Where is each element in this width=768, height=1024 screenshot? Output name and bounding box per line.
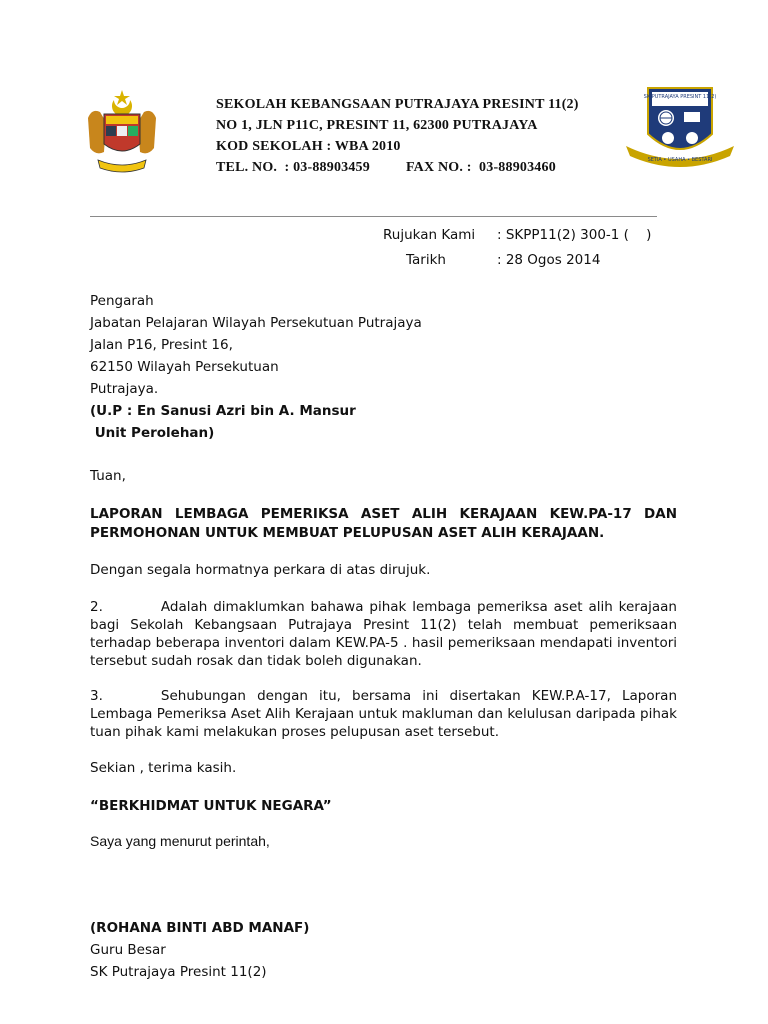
school-code: KOD SEKOLAH : WBA 2010 — [216, 139, 401, 154]
signatory-school: SK Putrajaya Presint 11(2) — [90, 964, 267, 980]
attention-line: Unit Perolehan) — [90, 425, 215, 441]
paragraph-3 — [90, 687, 677, 741]
school-crest-logo — [622, 86, 738, 178]
paragraph-number: 2. — [90, 599, 103, 615]
closing-line: Saya yang menurut perintah, — [90, 833, 270, 849]
signatory-title: Guru Besar — [90, 942, 166, 958]
letter-subject: LAPORAN LEMBAGA PEMERIKSA ASET ALIH KERAJAAN KEW.PA-17 DAN PERMOHONAN UNTUK MEMBUAT PELUPUSAN ASET ALIH KERAJAAN. — [90, 506, 677, 541]
crest-motto-text: SETIA • USAHA • BESTARI — [647, 157, 713, 163]
paragraph-number: 3. — [90, 688, 103, 704]
paragraph-text: Sehubungan dengan itu, bersama ini disertakan KEW.P.A-17, Laporan Lembaga Pemeriksa Aset Alih Kerajaan untuk makluman dan kelulusan daripada pihak tuan pihak kami melakukan proses pelupusan aset tersebut. — [90, 688, 677, 740]
contact-line — [216, 157, 579, 178]
school-address: NO 1, JLN P11C, PRESINT 11, 62300 PUTRAJAYA — [216, 118, 538, 133]
date-label: Tarikh — [406, 252, 446, 268]
signatory-name: (ROHANA BINTI ABD MANAF) — [90, 920, 310, 936]
recipient-line: Jalan P16, Presint 16, — [90, 337, 233, 353]
paragraph-4: Sekian , terima kasih. — [90, 760, 237, 776]
paragraph-1: Dengan segala hormatnya perkara di atas dirujuk. — [90, 562, 431, 578]
reference-value: : SKPP11(2) 300-1 ( ) — [497, 227, 652, 243]
fax-number: FAX NO. : 03-88903460 — [405, 160, 556, 175]
recipient-address — [90, 290, 677, 444]
recipient-line: Pengarah — [90, 293, 154, 309]
paragraph-2 — [90, 598, 677, 670]
recipient-line: Putrajaya. — [90, 381, 159, 397]
tel-number: TEL. NO. : 03-88903459 — [216, 160, 370, 175]
signature-block — [90, 917, 677, 983]
salutation: Tuan, — [90, 468, 126, 484]
crest-name-text: SK PUTRAJAYA PRESINT 11(2) — [643, 94, 717, 100]
school-name: SEKOLAH KEBANGSAAN PUTRAJAYA PRESINT 11(2) — [216, 97, 579, 112]
recipient-line: 62150 Wilayah Persekutuan — [90, 359, 279, 375]
coat-of-arms-logo — [82, 88, 162, 178]
attention-line: (U.P : En Sanusi Azri bin A. Mansur — [90, 403, 356, 419]
paragraph-text: Adalah dimaklumkan bahawa pihak lembaga pemeriksa aset alih kerajaan bagi Sekolah Kebangsaan Putrajaya Presint 11(2) telah membuat pemeriksaan terhadap beberapa inventori dalam KEW.PA-5 . hasil pemeriksaan mendapati inventori tersebut sudah rosak dan tidak boleh digunakan. — [90, 599, 677, 669]
date-value: : 28 Ogos 2014 — [497, 252, 601, 268]
motto: “BERKHIDMAT UNTUK NEGARA” — [90, 798, 332, 814]
letterhead-divider — [90, 216, 657, 217]
recipient-line: Jabatan Pelajaran Wilayah Persekutuan Putrajaya — [90, 315, 422, 331]
letterhead — [216, 94, 579, 178]
reference-label: Rujukan Kami — [383, 227, 476, 243]
